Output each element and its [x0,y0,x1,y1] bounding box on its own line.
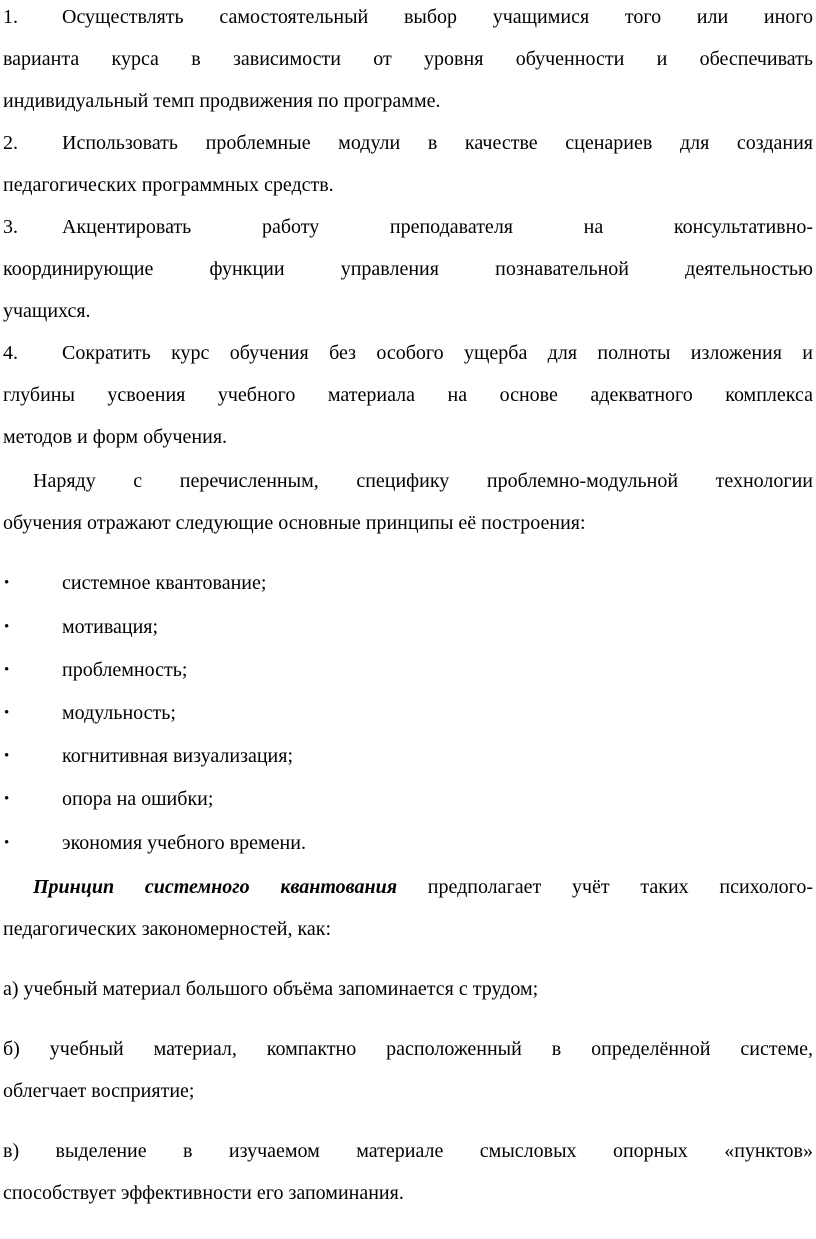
bullet-icon: • [4,748,10,764]
bullet-item: проблемность; [62,659,188,681]
paragraph-line: обучения отражают следующие основные принципы её построения: [3,512,586,534]
bullet-icon: • [4,791,10,807]
item-first-line: Акцентировать работу преподавателя на консультативно- [62,216,813,238]
bullet-icon: • [4,835,10,851]
item-number: 4. [3,342,18,364]
bullet-item: опора на ошибки; [62,788,214,810]
principle-first-line [33,874,813,900]
bullet-item: экономия учебного времени. [62,832,306,854]
item-number: 2. [3,132,18,154]
item-line: глубины усвоения учебного материала на основе адекватного комплекса [3,384,813,406]
principle-text: предполагает учёт таких психолого- [397,876,813,898]
lettered-item-b-line: облегчает восприятие; [3,1080,195,1102]
item-line: варианта курса в зависимости от уровня обученности и обеспечивать [3,48,813,70]
paragraph-line: Наряду с перечисленным, специфику проблемно-модульной технологии [33,470,813,492]
principle-term: Принцип системного квантования [33,876,398,898]
bullet-item: системное квантование; [62,572,267,594]
item-line: педагогических программных средств. [3,174,334,196]
item-number: 1. [3,6,18,28]
bullet-icon: • [4,575,10,591]
item-first-line: Осуществлять самостоятельный выбор учащимися того или иного [62,6,813,28]
bullet-icon: • [4,662,10,678]
paragraph-line: педагогических закономерностей, как: [3,918,332,940]
item-first-line: Сократить курс обучения без особого ущерба для полноты изложения и [62,342,813,364]
lettered-item-a: а) учебный материал большого объёма запоминается с трудом; [3,978,539,1000]
lettered-item-b-line: б) учебный материал, компактно расположенный в определённой системе, [3,1038,813,1060]
item-first-line: Использовать проблемные модули в качестве сценариев для создания [62,132,813,154]
lettered-item-c-line: в) выделение в изучаемом материале смысловых опорных «пунктов» [3,1140,813,1162]
lettered-item-c-line: способствует эффективности его запоминания. [3,1182,404,1204]
bullet-item: когнитивная визуализация; [62,745,294,767]
item-line: индивидуальный темп продвижения по программе. [3,90,441,112]
item-number: 3. [3,216,18,238]
bullet-icon: • [4,619,10,635]
item-line: координирующие функции управления познавательной деятельностью [3,258,813,280]
bullet-icon: • [4,705,10,721]
item-line: методов и форм обучения. [3,426,228,448]
item-line: учащихся. [3,300,91,322]
bullet-item: мотивация; [62,616,159,638]
bullet-item: модульность; [62,702,176,724]
